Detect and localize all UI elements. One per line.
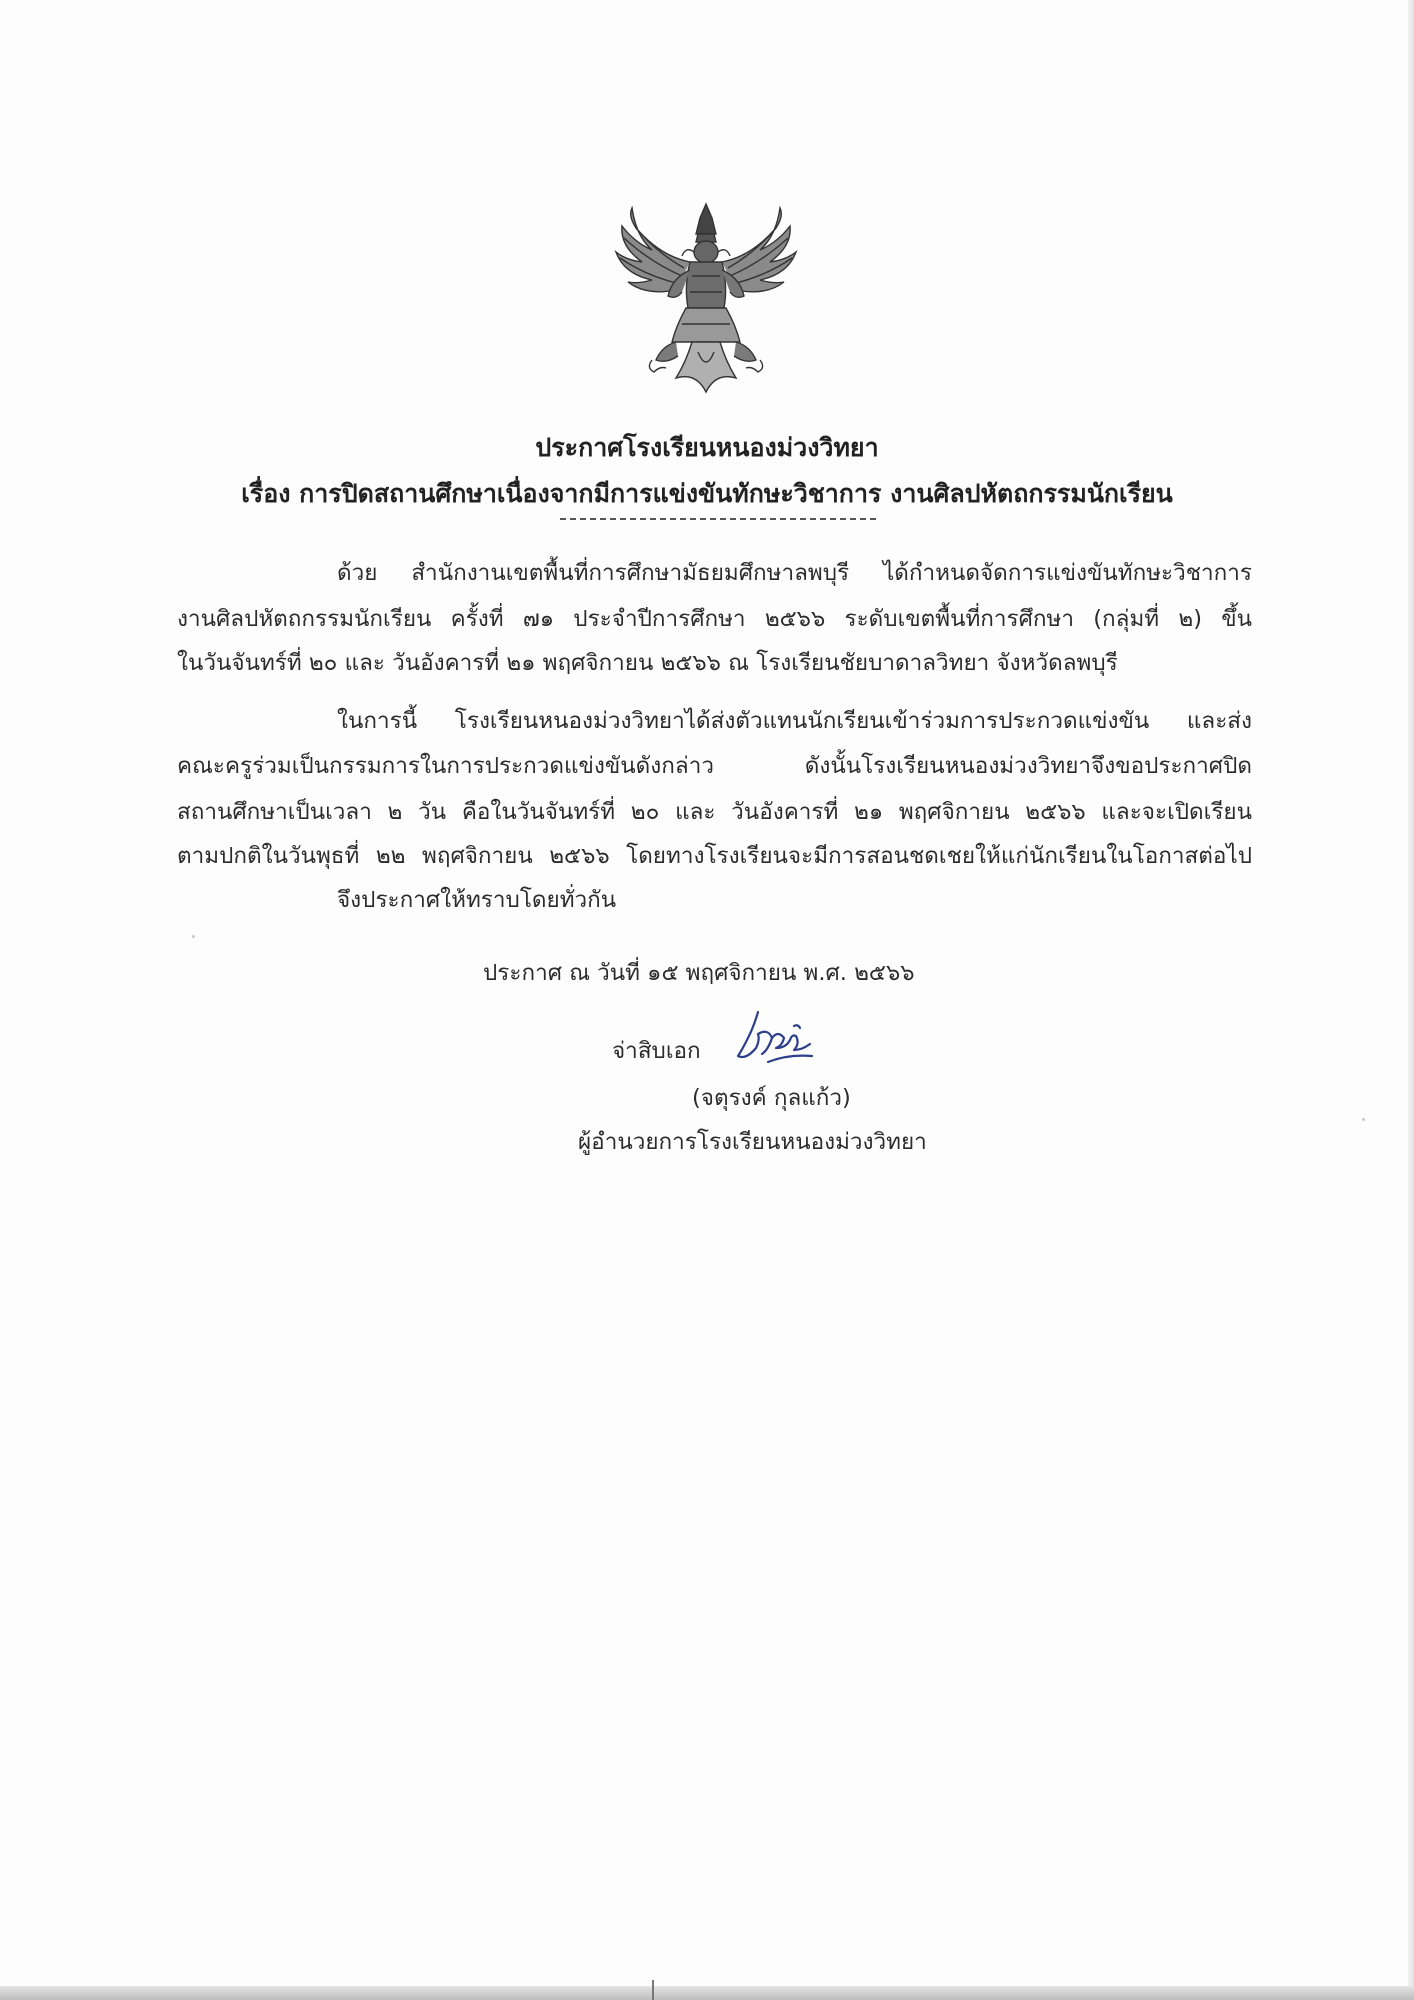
scan-notch: [652, 1980, 654, 2000]
announcement-title: ประกาศโรงเรียนหนองม่วงวิทยา: [535, 433, 879, 462]
title-divider: [560, 518, 876, 520]
paragraph1-line1: ด้วย สำนักงานเขตพื้นที่การศึกษามัธยมศึกษาลพบุรี ได้กำหนดจัดการแข่งขันทักษะวิชาการ: [337, 560, 1252, 586]
scan-speck: [1362, 1118, 1365, 1121]
closing-line: จึงประกาศให้ทราบโดยทั่วกัน: [337, 887, 617, 913]
scan-right-edge: [1408, 0, 1414, 2000]
handwritten-signature-icon: [728, 1004, 820, 1074]
signer-name: (จตุรงค์ กุลแก้ว): [692, 1085, 851, 1111]
paragraph2-line1: ในการนี้ โรงเรียนหนองม่วงวิทยาได้ส่งตัวแทนนักเรียนเข้าร่วมการประกวดแข่งขัน และส่ง: [337, 708, 1252, 734]
paragraph1-line2: งานศิลปหัตถกรรมนักเรียน ครั้งที่ ๗๑ ประจำปีการศึกษา ๒๕๖๖ ระดับเขตพื้นที่การศึกษา (กลุ่มที่ ๒) ขึ้น: [177, 606, 1252, 632]
garuda-emblem-icon: [606, 196, 806, 396]
announcement-date: ประกาศ ณ วันที่ ๑๕ พฤศจิกายน พ.ศ. ๒๕๖๖: [483, 960, 915, 986]
paragraph2-line3: สถานศึกษาเป็นเวลา ๒ วัน คือในวันจันทร์ที่ ๒๐ และ วันอังคารที่ ๒๑ พฤศจิกายน ๒๕๖๖ และจะเปิดเรียน: [177, 799, 1252, 825]
signer-rank: จ่าสิบเอก: [612, 1038, 701, 1064]
paragraph2-line2: คณะครูร่วมเป็นกรรมการในการประกวดแข่งขันดังกล่าว ดังนั้นโรงเรียนหนองม่วงวิทยาจึงขอประกาศปิด: [177, 753, 1252, 779]
announcement-subject: เรื่อง การปิดสถานศึกษาเนื่องจากมีการแข่งขันทักษะวิชาการ งานศิลปหัตถกรรมนักเรียน: [241, 479, 1173, 508]
paragraph1-line3: ในวันจันทร์ที่ ๒๐ และ วันอังคารที่ ๒๑ พฤศจิกายน ๒๕๖๖ ณ โรงเรียนชัยบาดาลวิทยา จังหวัดลพบุรี: [177, 650, 1118, 676]
scan-bottom-edge: [0, 1986, 1414, 2000]
signer-position: ผู้อำนวยการโรงเรียนหนองม่วงวิทยา: [578, 1129, 927, 1155]
paragraph2-line4: ตามปกติในวันพุธที่ ๒๒ พฤศจิกายน ๒๕๖๖ โดยทางโรงเรียนจะมีการสอนชดเชยให้แก่นักเรียนในโอกาสต่อไป: [177, 843, 1252, 869]
scan-speck: [192, 935, 195, 938]
